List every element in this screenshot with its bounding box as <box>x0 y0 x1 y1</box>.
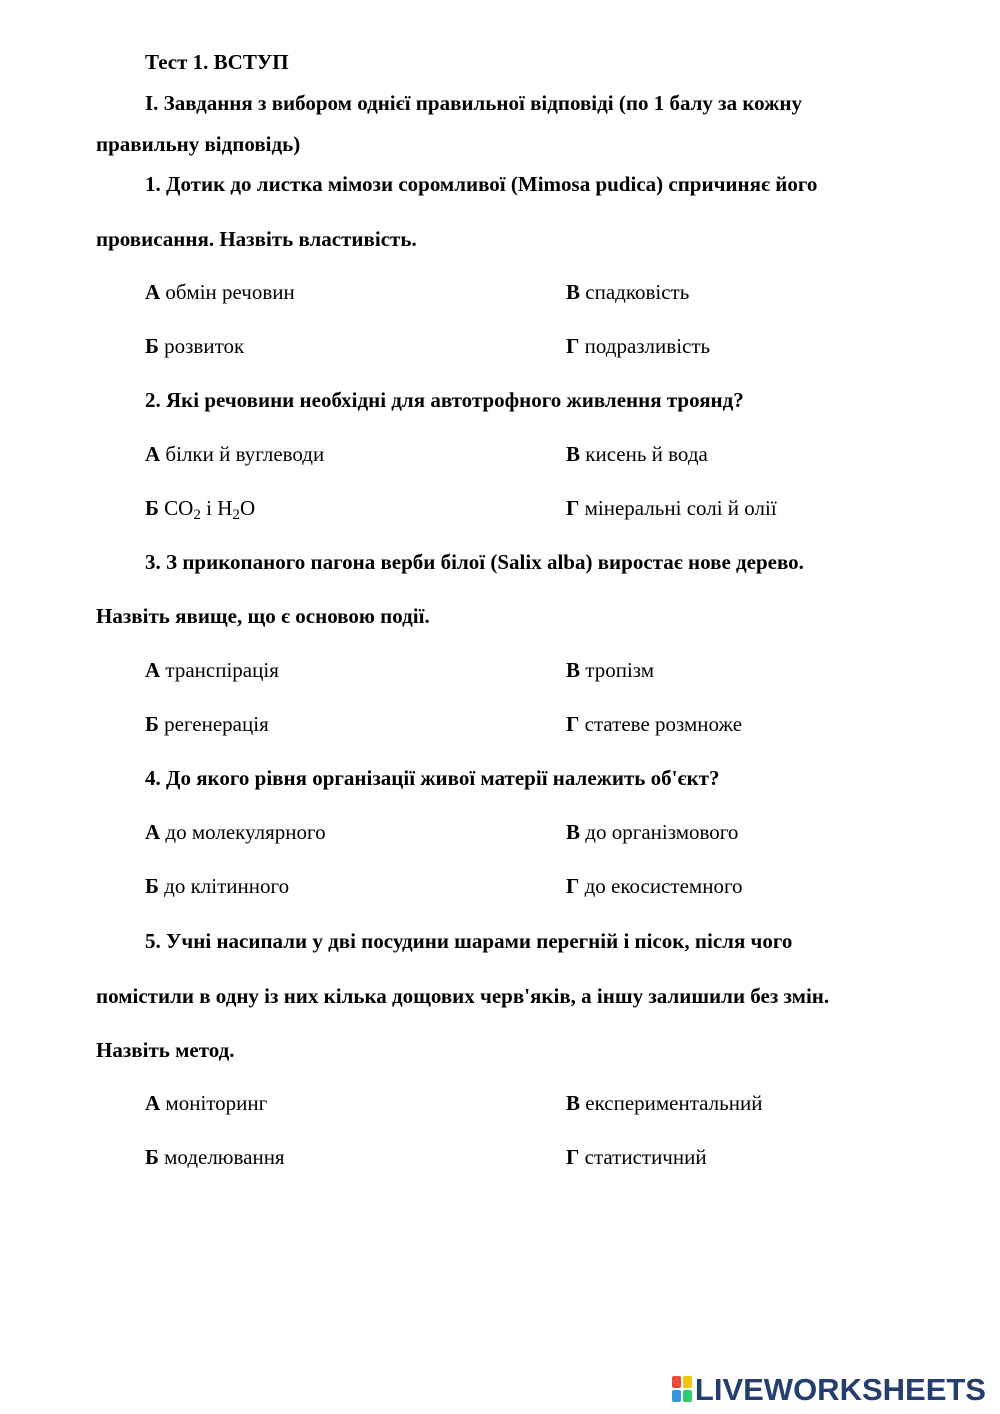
option-text: білки й вуглеводи <box>165 442 325 466</box>
option-text: статистичний <box>584 1145 707 1169</box>
question-1-text-line1: 1. Дотик до листка мімози соромливої (Mimosa pudica) спричиняє його <box>145 172 818 196</box>
option-letter: В <box>566 1091 581 1115</box>
option-letter: Б <box>145 1145 159 1169</box>
question-2-option-v[interactable] <box>566 444 708 465</box>
question-3-option-v[interactable] <box>566 660 654 681</box>
option-letter: Б <box>145 712 159 736</box>
option-text: статеве розмноже <box>584 712 743 736</box>
option-text: мінеральні солі й олії <box>584 496 777 520</box>
option-text: розвиток <box>164 334 245 358</box>
question-3-text-line1: 3. З прикопаного пагона верби білої (Salix alba) виростає нове дерево. <box>145 550 804 574</box>
question-5-option-g[interactable] <box>566 1147 707 1168</box>
logo-text: LIVEWORKSHEETS <box>694 1371 986 1407</box>
option-text: до екосистемного <box>584 874 743 898</box>
question-2-option-g[interactable] <box>566 498 777 519</box>
question-5-option-v[interactable] <box>566 1093 762 1114</box>
option-letter: Г <box>566 334 580 358</box>
question-5-text-line1: 5. Учні насипали у дві посудини шарами перегній і пісок, після чого <box>145 929 793 953</box>
question-1-text-line2: провисання. Назвіть властивість. <box>96 227 417 251</box>
option-letter: Г <box>566 496 580 520</box>
option-letter: Г <box>566 1145 580 1169</box>
question-4-option-v[interactable] <box>566 822 738 843</box>
option-text: кисень й вода <box>585 442 708 466</box>
option-letter: Б <box>145 496 159 520</box>
question-2-text: 2. Які речовини необхідні для автотрофного живлення троянд? <box>145 388 744 412</box>
question-5-option-a[interactable] <box>145 1093 267 1114</box>
question-1-option-b[interactable] <box>145 336 244 357</box>
option-letter: А <box>145 1091 161 1115</box>
question-3-option-a[interactable] <box>145 660 279 681</box>
question-4-text: 4. До якого рівня організації живої матерії належить об'єкт? <box>145 766 720 790</box>
option-text: моніторинг <box>165 1091 268 1115</box>
section-heading-line2: правильну відповідь) <box>96 132 301 156</box>
option-text: регенерація <box>164 712 269 736</box>
question-2-option-b[interactable] <box>145 496 256 523</box>
question-4-option-g[interactable] <box>566 876 743 897</box>
option-letter: А <box>145 820 161 844</box>
option-text: до організмового <box>585 820 739 844</box>
option-text: спадковість <box>585 280 690 304</box>
option-text: до молекулярного <box>165 820 326 844</box>
question-3-option-g[interactable] <box>566 714 742 735</box>
question-3-option-b[interactable] <box>145 714 269 735</box>
question-5-text-line3: Назвіть метод. <box>96 1038 235 1062</box>
question-4-option-a[interactable] <box>145 822 326 843</box>
question-1-option-g[interactable] <box>566 336 710 357</box>
option-text: обмін речовин <box>165 280 295 304</box>
option-text: моделювання <box>164 1145 285 1169</box>
option-text: до клітинного <box>164 874 290 898</box>
option-letter: А <box>145 442 161 466</box>
page-title: Тест 1. ВСТУП <box>145 50 289 74</box>
option-letter: А <box>145 280 161 304</box>
section-heading-line1: І. Завдання з вибором однієї правильної відповіді (по 1 балу за кожну <box>145 91 802 115</box>
option-letter: В <box>566 820 581 844</box>
option-text: тропізм <box>585 658 655 682</box>
option-letter: В <box>566 280 581 304</box>
option-text: експериментальний <box>585 1091 763 1115</box>
question-5-option-b[interactable] <box>145 1147 285 1168</box>
option-letter: Г <box>566 874 580 898</box>
question-5-text-line2: помістили в одну із них кілька дощових черв'яків, а іншу залишили без змін. <box>96 984 830 1008</box>
option-letter: В <box>566 658 581 682</box>
liveworksheets-logo <box>672 1371 986 1407</box>
option-letter: В <box>566 442 581 466</box>
option-letter: Б <box>145 874 159 898</box>
option-text: $CO_2$ і $H_2O$ <box>164 496 256 523</box>
option-letter: А <box>145 658 161 682</box>
question-3-text-line2: Назвіть явище, що є основою події. <box>96 604 430 628</box>
question-4-option-b[interactable] <box>145 876 289 897</box>
logo-mark-icon <box>672 1376 692 1402</box>
option-text: подразливість <box>584 334 711 358</box>
option-letter: Б <box>145 334 159 358</box>
question-2-option-a[interactable] <box>145 444 324 465</box>
question-1-option-v[interactable] <box>566 282 689 303</box>
question-1-option-a[interactable] <box>145 282 295 303</box>
option-text: транспірація <box>165 658 279 682</box>
option-letter: Г <box>566 712 580 736</box>
